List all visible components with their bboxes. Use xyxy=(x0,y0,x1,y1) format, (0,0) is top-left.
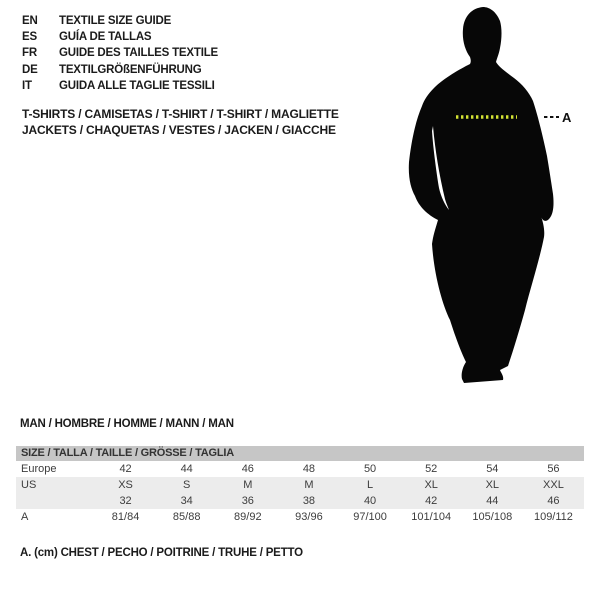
cell: M xyxy=(304,479,314,491)
cell: 32 xyxy=(119,495,132,507)
cell: 36 xyxy=(241,495,254,507)
cell: XL xyxy=(485,479,500,491)
lang-label: GUÍA DE TALLAS xyxy=(59,31,152,44)
lang-code: EN xyxy=(22,15,38,27)
row-label: Europe xyxy=(21,463,57,475)
cell: 48 xyxy=(302,463,316,475)
cell: L xyxy=(367,479,374,491)
lang-label: GUIDE DES TAILLES TEXTILE xyxy=(59,47,218,60)
language-list xyxy=(22,13,218,94)
table-row-us-numeric xyxy=(16,493,584,509)
table-row-chest-a xyxy=(16,509,584,525)
lang-row-en xyxy=(22,13,218,29)
cell: 44 xyxy=(486,495,499,507)
row-label: A xyxy=(21,511,29,523)
cell: 42 xyxy=(425,495,438,507)
lang-code: IT xyxy=(22,79,32,92)
cell: 46 xyxy=(241,463,254,475)
size-table xyxy=(16,446,584,525)
cell: 101/104 xyxy=(411,511,452,523)
cell: 56 xyxy=(547,463,560,475)
cell: S xyxy=(183,479,191,491)
cell: XXL xyxy=(543,479,564,491)
table-row-europe xyxy=(16,461,584,477)
row-label: US xyxy=(21,479,37,491)
cell: 42 xyxy=(119,463,132,475)
lang-code: FR xyxy=(22,47,37,60)
cell: 52 xyxy=(425,463,438,475)
measure-label-a: A xyxy=(562,110,572,125)
cell: 93/96 xyxy=(295,511,323,523)
section-title-man: MAN / HOMBRE / HOMME / MANN / MAN xyxy=(20,418,234,430)
man-silhouette xyxy=(392,4,578,396)
cell: 34 xyxy=(180,495,193,507)
cell: 50 xyxy=(363,463,377,475)
cell: 89/92 xyxy=(234,511,262,523)
cell: 40 xyxy=(363,495,377,507)
garment-categories xyxy=(22,107,339,138)
measurement-footnote: A. (cm) CHEST / PECHO / POITRINE / TRUHE / PETTO xyxy=(20,547,303,559)
cell: M xyxy=(243,479,253,491)
lang-row-es xyxy=(22,29,218,45)
man-silhouette-shape xyxy=(409,7,554,383)
category-line-tshirts: T-SHIRTS / CAMISETAS / T-SHIRT / T-SHIRT / MAGLIETTE xyxy=(22,107,339,121)
cell: 46 xyxy=(547,495,560,507)
cell: 85/88 xyxy=(172,511,201,523)
lang-label: TEXTILE SIZE GUIDE xyxy=(59,15,172,27)
lang-row-it xyxy=(22,78,218,94)
category-line-jackets: JACKETS / CHAQUETAS / VESTES / JACKEN / GIACCHE xyxy=(22,122,336,137)
cell: 105/108 xyxy=(472,511,513,523)
lang-label: TEXTILGRÖßENFÜHRUNG xyxy=(59,63,202,76)
cell: XS xyxy=(118,479,133,491)
lang-code: DE xyxy=(22,63,38,76)
cell: 38 xyxy=(302,495,316,507)
cell: 109/112 xyxy=(533,511,573,523)
cell: 81/84 xyxy=(111,511,140,523)
size-table-header: SIZE / TALLA / TAILLE / GRÖSSE / TAGLIA xyxy=(16,446,584,461)
table-row-us xyxy=(16,477,584,493)
lang-code: ES xyxy=(22,31,37,44)
lang-label: GUIDA ALLE TAGLIE TESSILI xyxy=(59,79,215,92)
cell: 97/100 xyxy=(353,511,387,523)
lang-row-fr xyxy=(22,45,218,61)
lang-row-de xyxy=(22,62,218,78)
cell: 54 xyxy=(486,463,499,475)
row-label xyxy=(16,493,95,509)
cell: 44 xyxy=(180,463,193,475)
cell: XL xyxy=(424,479,438,491)
